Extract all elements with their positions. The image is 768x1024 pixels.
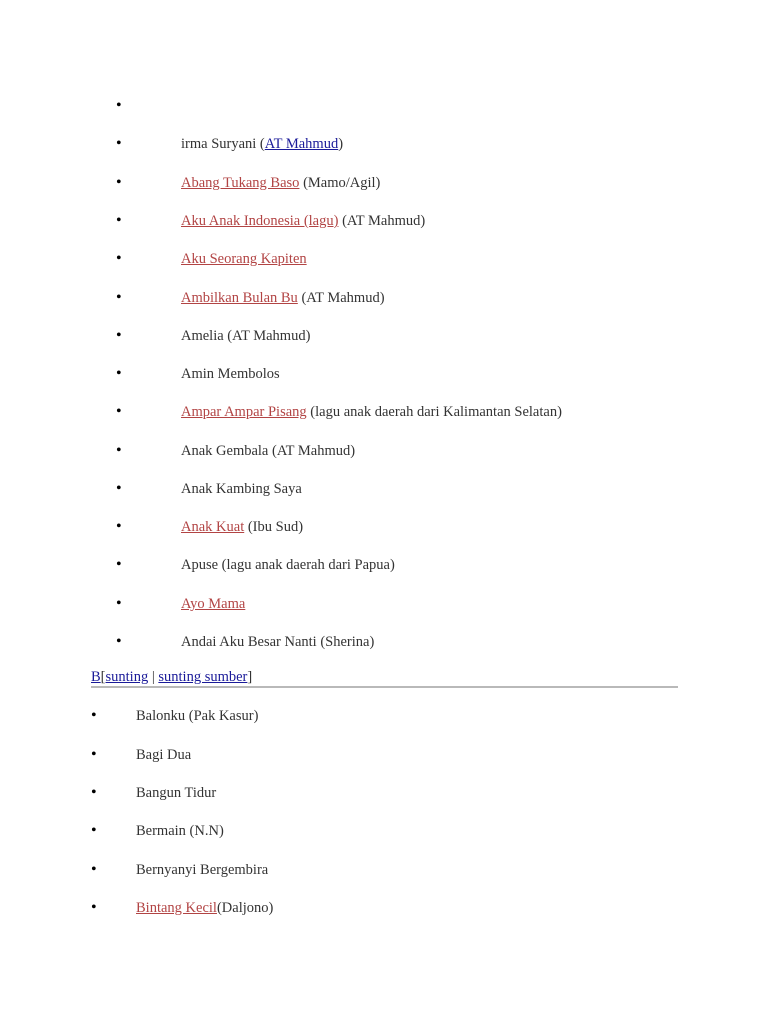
list-item-text [181, 134, 343, 154]
song-note: (Mamo/Agil) [299, 175, 381, 191]
song-note: (lagu anak daerah dari Kalimantan Selatan) [306, 404, 562, 420]
song-note: (AT Mahmud) [338, 213, 426, 229]
closing-paren: ) [338, 136, 344, 152]
song-title: Balonku (Pak Kasur) [136, 708, 259, 724]
bullet-icon: • [91, 899, 97, 916]
song-link[interactable]: Ambilkan Bulan Bu [181, 290, 298, 306]
section-heading-b [91, 667, 252, 687]
bullet-icon: • [116, 289, 122, 306]
song-title: Anak Gembala (AT Mahmud) [181, 443, 356, 459]
song-note: (Ibu Sud) [244, 519, 304, 535]
bullet-icon: • [116, 442, 122, 459]
bullet-icon: • [91, 861, 97, 878]
song-link[interactable]: Ampar Ampar Pisang [181, 404, 307, 420]
bullet-icon: • [116, 250, 122, 267]
song-link[interactable]: Ayo Mama [181, 596, 246, 612]
section-divider [91, 686, 678, 688]
song-title: Bermain (N.N) [136, 823, 224, 839]
bullet-icon: • [116, 174, 122, 191]
song-title: Bagi Dua [136, 747, 192, 763]
bullet-icon: • [116, 518, 122, 535]
song-title: Amin Membolos [181, 366, 280, 382]
song-link[interactable]: Abang Tukang Baso [181, 175, 300, 191]
song-title: Anak Kambing Saya [181, 481, 302, 497]
bullet-icon: • [116, 212, 122, 229]
composer-link[interactable]: AT Mahmud [264, 136, 339, 152]
edit-separator: | [148, 669, 159, 685]
song-title: irma Suryani ( [181, 136, 265, 152]
song-title: Apuse (lagu anak daerah dari Papua) [181, 557, 395, 573]
song-link[interactable]: Anak Kuat [181, 519, 245, 535]
song-link[interactable]: Aku Seorang Kapiten [181, 251, 307, 267]
bullet-icon: • [91, 822, 97, 839]
edit-bracket-open: [ [100, 669, 106, 685]
song-link[interactable]: Bintang Kecil [136, 900, 217, 916]
song-title: Bangun Tidur [136, 785, 217, 801]
song-note: (AT Mahmud) [297, 290, 385, 306]
section-letter-link[interactable]: B [91, 669, 101, 685]
bullet-icon: • [91, 707, 97, 724]
song-link[interactable]: Aku Anak Indonesia (lagu) [181, 213, 339, 229]
bullet-icon: • [91, 746, 97, 763]
song-title: Bernyanyi Bergembira [136, 862, 269, 878]
edit-source-link[interactable]: sunting sumber [158, 669, 248, 685]
song-title: Andai Aku Besar Nanti (Sherina) [181, 634, 375, 650]
song-title: Amelia (AT Mahmud) [181, 328, 311, 344]
bullet-icon: • [91, 784, 97, 801]
edit-link[interactable]: sunting [105, 669, 149, 685]
bullet-icon: • [116, 480, 122, 497]
song-note: (Daljono) [216, 900, 274, 916]
bullet-icon: • [116, 97, 122, 114]
bullet-icon: • [116, 633, 122, 650]
bullet-icon: • [116, 403, 122, 420]
edit-bracket-close: ] [247, 669, 253, 685]
bullet-icon: • [116, 135, 122, 152]
bullet-icon: • [116, 595, 122, 612]
bullet-icon: • [116, 327, 122, 344]
bullet-icon: • [116, 556, 122, 573]
bullet-icon: • [116, 365, 122, 382]
